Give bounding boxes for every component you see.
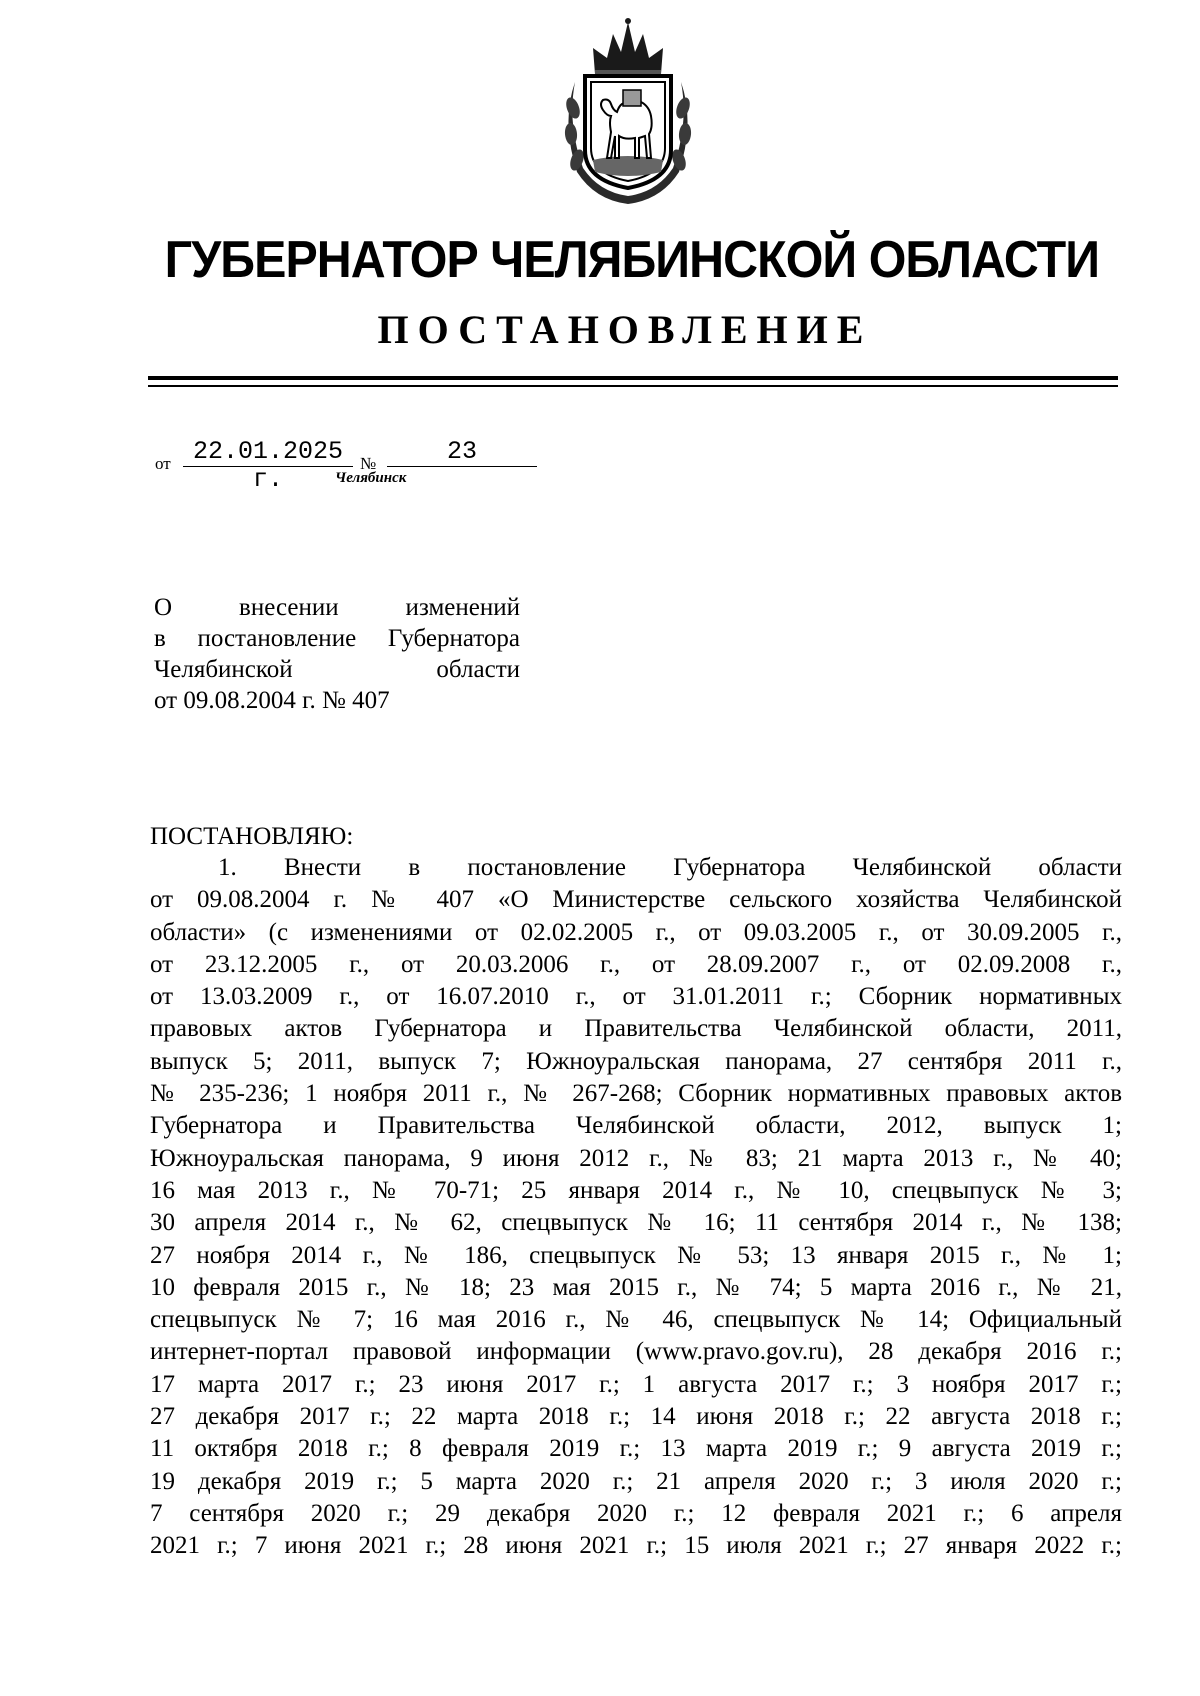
document-number: 23 bbox=[387, 438, 537, 467]
body-line: спецвыпуск № 7; 16 мая 2016 г., № 46, спецвыпуск № 14; Официальный bbox=[150, 1306, 1122, 1334]
body-line: от 23.12.2005 г., от 20.03.2006 г., от 28.09.2007 г., от 02.09.2008 г., bbox=[150, 950, 1122, 978]
decree-label: ПОСТАНОВЛЯЮ: bbox=[150, 823, 354, 850]
body-line: 10 февраля 2015 г., № 18; 23 мая 2015 г., № 74; 5 марта 2016 г., № 21, bbox=[150, 1273, 1122, 1301]
document-type: ПОСТАНОВЛЕНИЕ bbox=[377, 307, 873, 352]
body-line: выпуск 5; 2011, выпуск 7; Южноуральская панорама, 27 сентября 2011 г., bbox=[150, 1047, 1122, 1075]
body-line: 27 ноября 2014 г., № 186, спецвыпуск № 53; 13 января 2015 г., № 1; bbox=[150, 1241, 1122, 1269]
body-line: Губернатора и Правительства Челябинской области, 2012, выпуск 1; bbox=[150, 1112, 1122, 1140]
number-label: № bbox=[360, 454, 377, 473]
body-line: 11 октября 2018 г.; 8 февраля 2019 г.; 13 марта 2019 г.; 9 августа 2019 г.; bbox=[150, 1435, 1122, 1463]
subject-line: в постановление Губернатора bbox=[154, 625, 520, 652]
body-line: 1. Внести в постановление Губернатора Челябинской области bbox=[218, 854, 1122, 881]
body-paragraph bbox=[150, 852, 1122, 1563]
subject-line: от 09.08.2004 г. № 407 bbox=[154, 687, 390, 714]
body-line: 27 декабря 2017 г.; 22 марта 2018 г.; 14 июня 2018 г.; 22 августа 2018 г.; bbox=[150, 1403, 1122, 1431]
date-label: от bbox=[155, 454, 171, 473]
body-line: интернет-портал правовой информации (www.pravo.gov.ru), 28 декабря 2016 г.; bbox=[150, 1338, 1122, 1366]
city-name: Челябинск bbox=[335, 470, 407, 486]
body-line: 19 декабря 2019 г.; 5 марта 2020 г.; 21 апреля 2020 г.; 3 июля 2020 г.; bbox=[150, 1467, 1122, 1495]
document-date: 22.01.2025 г. bbox=[183, 438, 353, 467]
header-rule-thin bbox=[148, 385, 1118, 387]
body-line: от 09.08.2004 г. № 407 «О Министерстве сельского хозяйства Челябинской bbox=[150, 886, 1122, 914]
body-line: 7 сентября 2020 г.; 29 декабря 2020 г.; 12 февраля 2021 г.; 6 апреля bbox=[150, 1499, 1122, 1527]
body-line: 16 мая 2013 г., № 70-71; 25 января 2014 г., № 10, спецвыпуск № 3; bbox=[150, 1176, 1122, 1204]
subject-line: О внесении изменений bbox=[154, 594, 520, 621]
body-line: Южноуральская панорама, 9 июня 2012 г., № 83; 21 марта 2013 г., № 40; bbox=[150, 1144, 1122, 1172]
subject-line: Челябинской области bbox=[154, 656, 520, 683]
header-rule-thick bbox=[148, 376, 1118, 380]
registration-block bbox=[155, 438, 595, 498]
authority-title: ГУБЕРНАТОР ЧЕЛЯБИНСКОЙ ОБЛАСТИ bbox=[164, 231, 1100, 289]
coat-of-arms-emblem bbox=[555, 12, 701, 208]
body-line: области» (с изменениями от 02.02.2005 г., от 09.03.2005 г., от 30.09.2005 г., bbox=[150, 918, 1122, 946]
body-line: 2021 г.; 7 июня 2021 г.; 28 июня 2021 г.; 15 июля 2021 г.; 27 января 2022 г.; bbox=[150, 1532, 1122, 1560]
body-line: 17 марта 2017 г.; 23 июня 2017 г.; 1 августа 2017 г.; 3 ноября 2017 г.; bbox=[150, 1370, 1122, 1398]
document-subject bbox=[154, 592, 520, 716]
body-line: правовых актов Губернатора и Правительства Челябинской области, 2011, bbox=[150, 1015, 1122, 1043]
body-line: от 13.03.2009 г., от 16.07.2010 г., от 31.01.2011 г.; Сборник нормативных bbox=[150, 983, 1122, 1011]
body-line: 30 апреля 2014 г., № 62, спецвыпуск № 16; 11 сентября 2014 г., № 138; bbox=[150, 1209, 1122, 1237]
body-line: № 235-236; 1 ноября 2011 г., № 267-268; Сборник нормативных правовых актов bbox=[150, 1080, 1122, 1108]
